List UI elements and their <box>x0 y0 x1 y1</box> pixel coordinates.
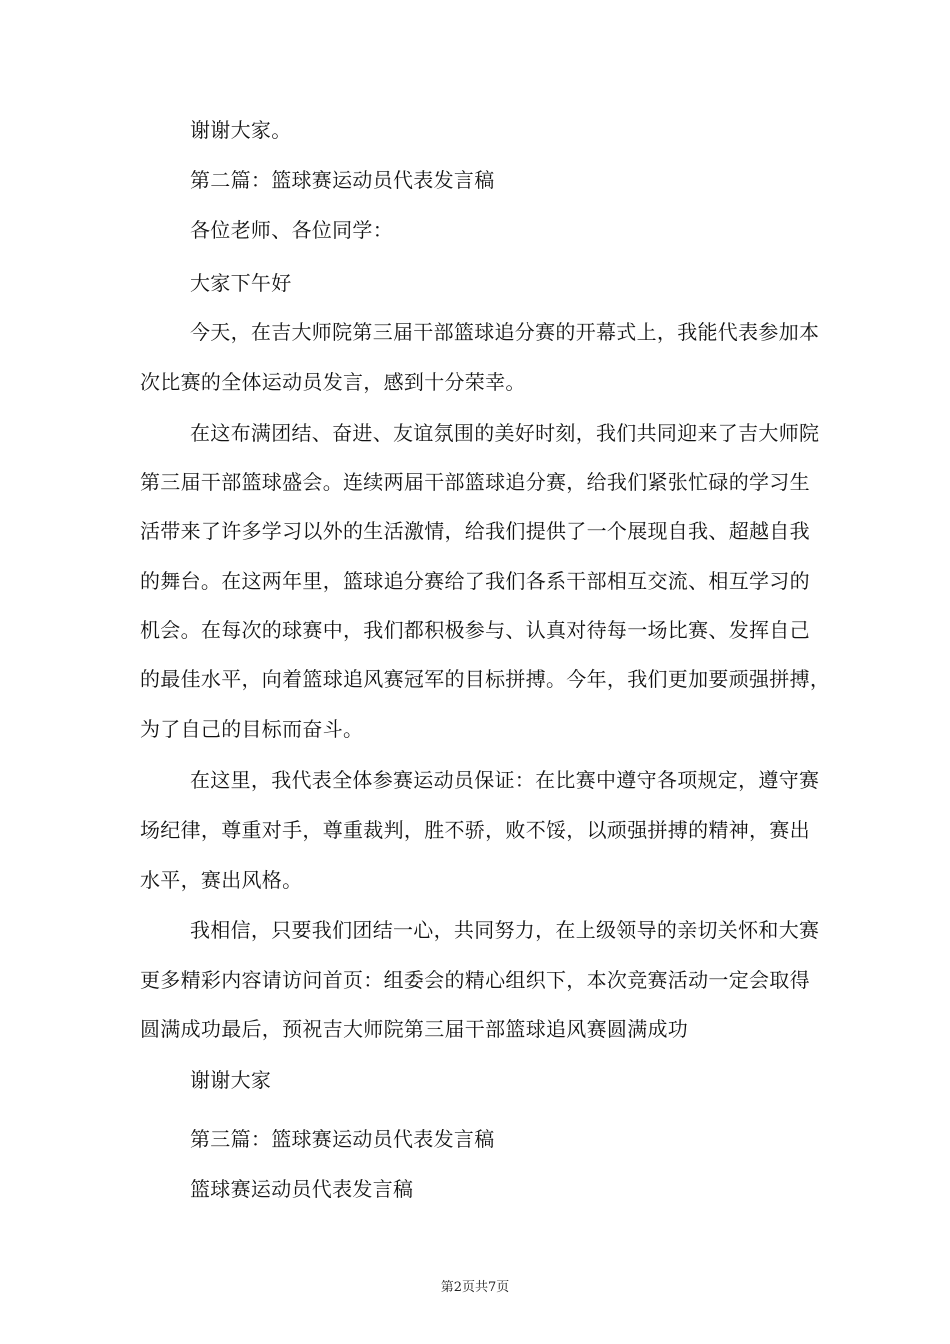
text-line: 谢谢大家。 <box>190 118 292 142</box>
greeting: 大家下午好 <box>190 271 292 295</box>
paragraph-line: 第三届干部篮球盛会。连续两届干部篮球追分赛，给我们紧张忙碌的学习生 <box>140 470 810 494</box>
closing-line: 谢谢大家 <box>190 1068 272 1092</box>
section-heading: 第二篇：篮球赛运动员代表发言稿 <box>190 168 495 192</box>
paragraph-line: 活带来了许多学习以外的生活激情，给我们提供了一个展现自我、超越自我 <box>140 519 810 543</box>
paragraph-line: 水平，赛出风格。 <box>140 868 303 892</box>
paragraph-line: 我相信，只要我们团结一心，共同努力，在上级领导的亲切关怀和大赛 <box>190 918 820 942</box>
paragraph-line: 今天，在吉大师院第三届干部篮球追分赛的开幕式上，我能代表参加本 <box>190 320 820 344</box>
paragraph-line: 在这里，我代表全体参赛运动员保证：在比赛中遵守各项规定，遵守赛 <box>190 768 820 792</box>
paragraph-line: 的最佳水平，向着篮球追风赛冠军的目标拼搏。今年，我们更加要顽强拼搏， <box>140 667 831 691</box>
paragraph-line: 圆满成功最后，预祝吉大师院第三届干部篮球追风赛圆满成功 <box>140 1017 689 1041</box>
paragraph-line: 场纪律，尊重对手，尊重裁判，胜不骄，败不馁，以顽强拼搏的精神，赛出 <box>140 818 810 842</box>
page-number-footer: 第2页共7页 <box>440 1280 510 1295</box>
paragraph-line: 的舞台。在这两年里，篮球追分赛给了我们各系干部相互交流、相互学习的 <box>140 569 810 593</box>
salutation: 各位老师、各位同学： <box>190 218 393 242</box>
paragraph-line: 更多精彩内容请访问首页：组委会的精心组织下，本次竞赛活动一定会取得 <box>140 968 810 992</box>
paragraph-line: 在这布满团结、奋进、友谊氛围的美好时刻，我们共同迎来了吉大师院 <box>190 421 820 445</box>
paragraph-line: 机会。在每次的球赛中，我们都积极参与、认真对待每一场比赛、发挥自己 <box>140 618 810 642</box>
section-heading: 第三篇：篮球赛运动员代表发言稿 <box>190 1127 495 1151</box>
section-title: 篮球赛运动员代表发言稿 <box>190 1177 414 1201</box>
paragraph-line: 次比赛的全体运动员发言，感到十分荣幸。 <box>140 370 526 394</box>
paragraph-line: 为了自己的目标而奋斗。 <box>140 717 364 741</box>
